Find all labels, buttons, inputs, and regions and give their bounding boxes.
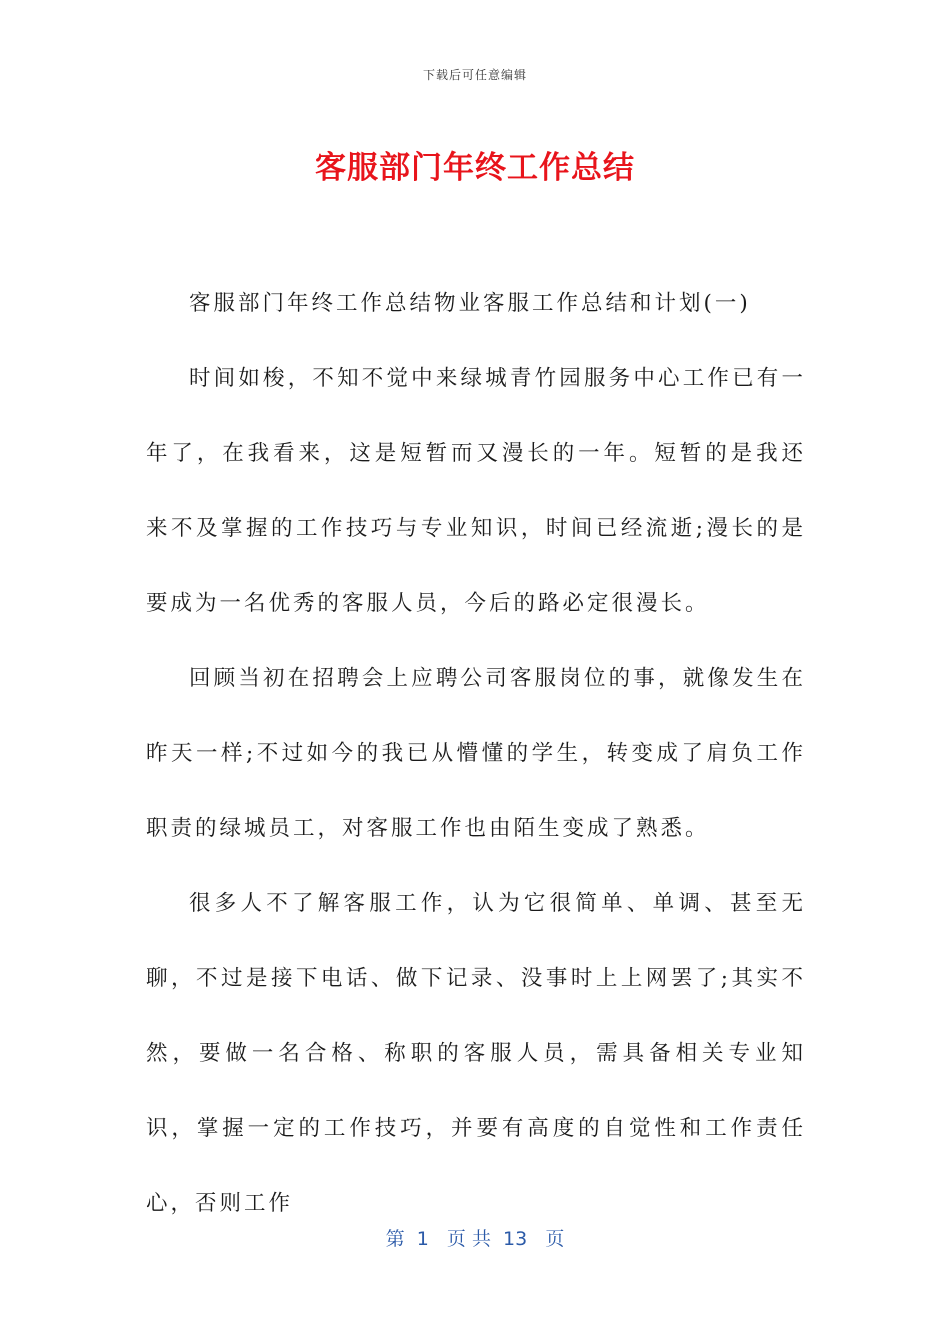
paragraph: 很多人不了解客服工作，认为它很简单、单调、甚至无聊，不过是接下电话、做下记录、没事时上上网罢了;其实不然，要做一名合格、称职的客服人员，需具备相关专业知识，掌握一定的工作技巧，并要有高度的自觉性和工作责任心，否则工作: [146, 891, 806, 1216]
document-title: 客服部门年终工作总结: [315, 150, 635, 186]
paragraph: 回顾当初在招聘会上应聘公司客服岗位的事，就像发生在昨天一样;不过如今的我已从懵懂的学生，转变成了肩负工作职责的绿城员工，对客服工作也由陌生变成了熟悉。: [146, 666, 806, 841]
page-number-footer: 第 1 页 共 13 页: [385, 1228, 565, 1250]
paragraph-subtitle: 客服部门年终工作总结物业客服工作总结和计划(一): [189, 291, 751, 316]
paragraph: 时间如梭，不知不觉中来绿城青竹园服务中心工作已有一年了，在我看来，这是短暂而又漫长的一年。短暂的是我还来不及掌握的工作技巧与专业知识，时间已经流逝;漫长的是要成为一名优秀的客服人员，今后的路必定很漫长。: [146, 366, 806, 616]
header-note: 下载后可任意编辑: [422, 68, 527, 82]
document-body: [146, 266, 806, 1241]
